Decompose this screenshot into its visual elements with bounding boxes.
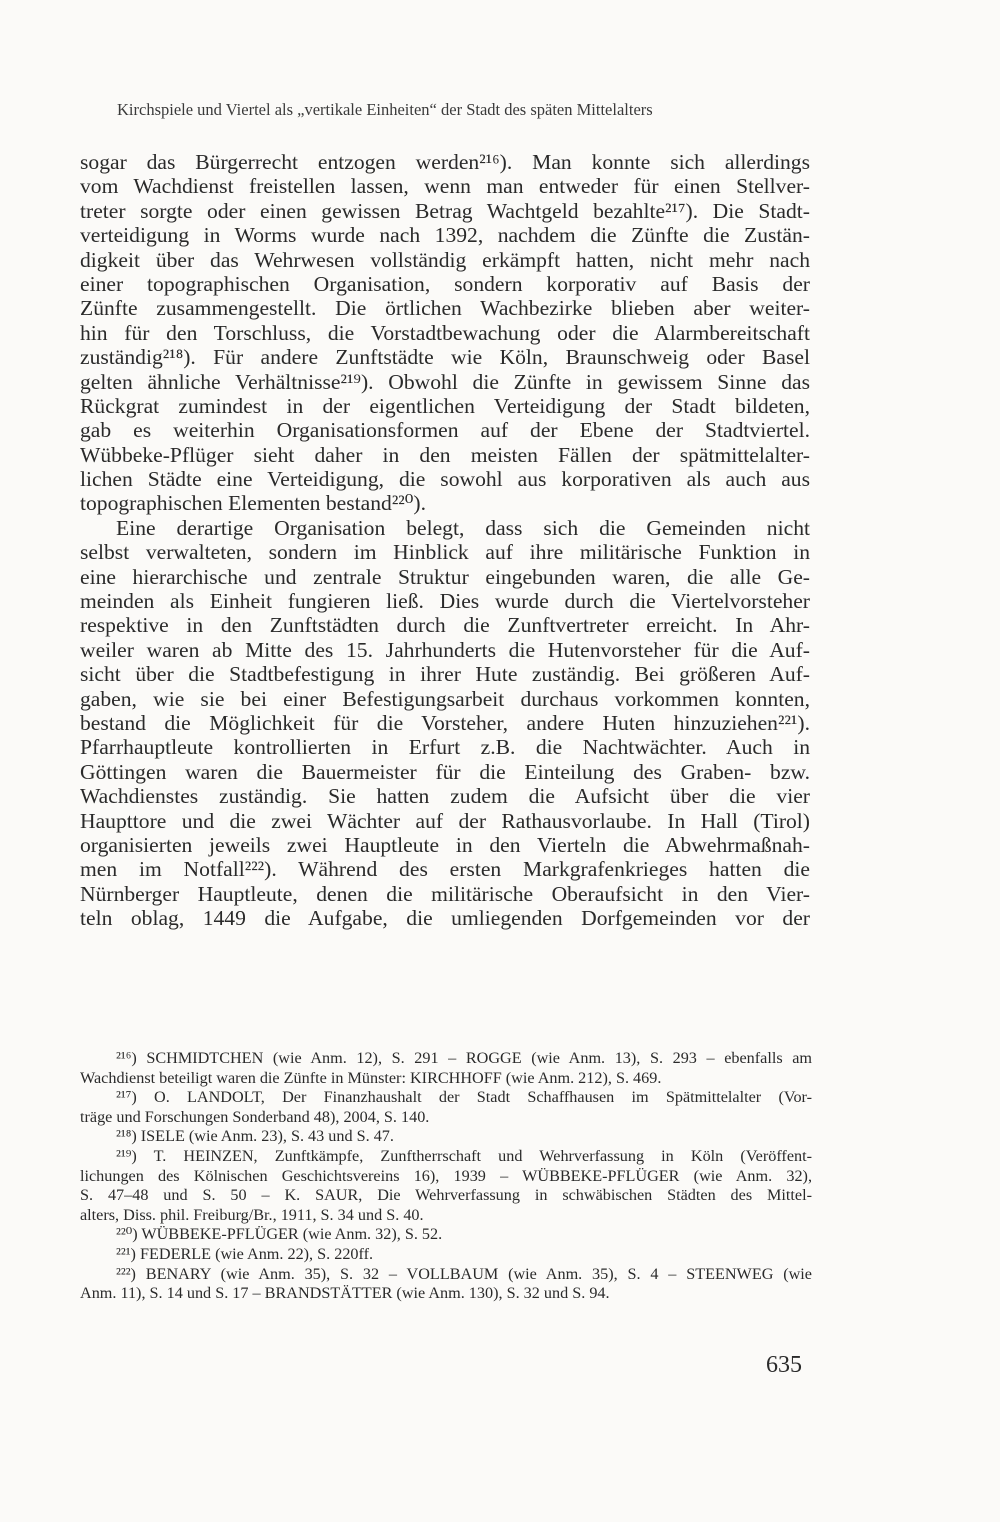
text-line: Nürnberger Hauptleute, denen die militärische Oberaufsicht in den Vier- xyxy=(80,881,810,906)
footnote-line: ²¹⁶) SCHMIDTCHEN (wie Anm. 12), S. 291 – ROGGE (wie Anm. 13), S. 293 – ebenfalls am xyxy=(116,1049,812,1067)
text-line: zuständig²¹⁸). Für andere Zunftstädte wie Köln, Braunschweig oder Basel xyxy=(80,345,810,370)
text-line: meinden als Einheit fungieren ließ. Dies wurde durch die Viertelvorsteher xyxy=(80,589,810,614)
text-line: vom Wachdienst freistellen lassen, wenn man entweder für einen Stellver- xyxy=(80,174,810,199)
text-line: gaben, wie sie bei einer Befestigungsarbeit durchaus vorkommen konnten, xyxy=(80,686,810,711)
footnote-line: lichungen des Kölnischen Geschichtsvereins 16), 1939 – WÜBBEKE-PFLÜGER (wie Anm. 32), xyxy=(80,1166,812,1185)
text-line: bestand die Möglichkeit für die Vorsteher, andere Huten hinzuziehen²²¹). xyxy=(80,710,810,735)
text-line: verteidigung in Worms wurde nach 1392, nachdem die Zünfte die Zustän- xyxy=(80,223,810,248)
text-line: Wübbeke-Pflüger sieht daher in den meisten Fällen der spätmittelalter- xyxy=(80,442,810,467)
footnote-line: S. 47–48 und S. 50 – K. SAUR, Die Wehrverfassung in schwäbischen Städten des Mittel- xyxy=(80,1186,812,1205)
text-line: lichen Städte eine Verteidigung, die sowohl aus korporativen als auch aus xyxy=(80,467,810,492)
text-line: Göttingen waren die Bauermeister für die Einteilung des Graben- bzw. xyxy=(80,759,810,784)
text-line: weiler waren ab Mitte des 15. Jahrhunderts die Hutenvorsteher für die Auf- xyxy=(80,637,810,662)
text-line: gab es weiterhin Organisationsformen auf der Ebene der Stadtviertel. xyxy=(80,418,810,443)
text-line: selbst verwalteten, sondern im Hinblick auf ihre militärische Funktion in xyxy=(80,540,810,565)
text-line: topographischen Elementen bestand²²⁰). xyxy=(80,491,427,516)
text-line: einer topographischen Organisation, sondern korporativ auf Basis der xyxy=(80,271,810,296)
footnote-line: ²¹⁹) T. HEINZEN, Zunftkämpfe, Zunftherrschaft und Wehrverfassung in Köln (Veröffent- xyxy=(116,1146,812,1165)
text-line: Haupttore und die zwei Wächter auf der Rathausvorlaube. In Hall (Tirol) xyxy=(80,808,810,833)
text-line: organisierten jeweils zwei Hauptleute in den Vierteln die Abwehrmaßnah- xyxy=(80,832,810,857)
text-line: sicht über die Stadtbefestigung in ihrer Hute zuständig. Bei größeren Auf- xyxy=(80,662,810,687)
text-line: Eine derartige Organisation belegt, dass sich die Gemeinden nicht xyxy=(116,515,810,540)
footnote-line: alters, Diss. phil. Freiburg/Br., 1911, S. 34 und S. 40. xyxy=(80,1205,424,1224)
text-line: gelten ähnliche Verhältnisse²¹⁹). Obwohl die Zünfte in gewissem Sinne das xyxy=(80,369,810,394)
text-line: hin für den Torschluss, die Vorstadtbewachung oder die Alarmbereitschaft xyxy=(80,320,810,345)
footnote-line: Anm. 11), S. 14 und S. 17 – BRANDSTÄTTER (wie Anm. 130), S. 32 und S. 94. xyxy=(80,1284,610,1303)
footnote-line: ²²¹) FEDERLE (wie Anm. 22), S. 220ff. xyxy=(116,1244,374,1263)
text-line: men im Notfall²²²). Während des ersten Markgrafenkrieges hatten die xyxy=(80,857,810,882)
text-line: Zünfte zusammengestellt. Die örtlichen Wachbezirke blieben aber weiter- xyxy=(80,296,810,321)
running-head: Kirchspiele und Viertel als „vertikale Einheiten“ der Stadt des späten Mittelalters xyxy=(117,100,653,119)
footnote-line: ²¹⁷) O. LANDOLT, Der Finanzhaushalt der Stadt Schaffhausen im Spätmittelalter (Vor- xyxy=(116,1088,812,1107)
page-number: 635 xyxy=(766,1352,802,1378)
text-line: sogar das Bürgerrecht entzogen werden²¹⁶). Man konnte sich allerdings xyxy=(80,150,810,174)
footnotes xyxy=(80,1049,812,1304)
text-line: treter sorgte oder einen gewissen Betrag Wachtgeld bezahlte²¹⁷). Die Stadt- xyxy=(80,198,810,223)
text-line: teln oblag, 1449 die Aufgabe, die umliegenden Dorfgemeinden vor der xyxy=(80,906,810,931)
footnote-line: träge und Forschungen Sonderband 48), 2004, S. 140. xyxy=(80,1107,430,1126)
main-text xyxy=(80,150,810,931)
text-line: Wachdienstes zuständig. Sie hatten zudem die Aufsicht über die vier xyxy=(80,784,810,809)
footnote-line: ²²⁰) WÜBBEKE-PFLÜGER (wie Anm. 32), S. 52. xyxy=(116,1225,443,1244)
text-line: respektive in den Zunftstädten durch die Zunftvertreter erreicht. In Ahr- xyxy=(80,613,810,638)
footnote-line: Wachdienst beteiligt waren die Zünfte in Münster: KIRCHHOFF (wie Anm. 212), S. 469. xyxy=(80,1068,662,1087)
text-line: digkeit über das Wehrwesen vollständig erkämpft hatten, nicht mehr nach xyxy=(80,247,810,272)
text-line: eine hierarchische und zentrale Struktur eingebunden waren, die alle Ge- xyxy=(80,564,810,589)
text-line: Pfarrhauptleute kontrollierten in Erfurt z.B. die Nachtwächter. Auch in xyxy=(80,735,810,760)
footnote-line: ²¹⁸) ISELE (wie Anm. 23), S. 43 und S. 47. xyxy=(116,1127,394,1146)
footnote-line: ²²²) BENARY (wie Anm. 35), S. 32 – VOLLBAUM (wie Anm. 35), S. 4 – STEENWEG (wie xyxy=(116,1264,812,1283)
text-line: Rückgrat zumindest in der eigentlichen Verteidigung der Stadt bildeten, xyxy=(80,393,810,418)
